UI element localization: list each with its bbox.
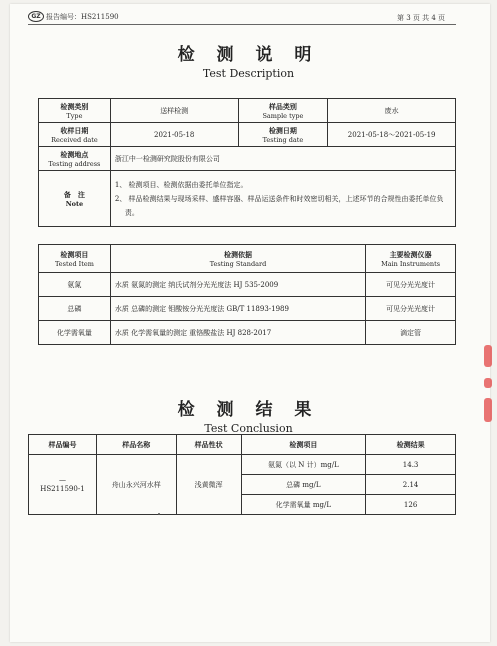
page-info: 第 3 页 共 4 页	[397, 14, 446, 22]
address-value: 浙江中一检测研究院股份有限公司	[110, 147, 455, 171]
seal-stamp-fragment	[484, 345, 492, 367]
note-item-1: 1、 检测项目、检测依据由委托单位指定。	[114, 180, 248, 189]
results-header-item: 检测项目	[241, 435, 366, 455]
method-standard: 水质 总磷的测定 钼酸铵分光光度法 GB/T 11893-1989	[110, 297, 365, 321]
seal-stamp-fragment	[484, 398, 492, 422]
method-instrument: 可见分光光度计	[366, 273, 456, 297]
results-header-sample-name: 样品名称	[96, 435, 176, 455]
conclusion-title-en: Test Conclusion	[204, 422, 293, 435]
method-item: 氨氮	[39, 273, 111, 297]
table-row	[39, 297, 456, 321]
method-standard: 水质 氨氮的测定 纳氏试剂分光光度法 HJ 535-2009	[110, 273, 365, 297]
note-content	[110, 171, 455, 227]
results-header-sample-no: 样品编号	[29, 435, 97, 455]
results-header-sample-property: 样品性状	[176, 435, 241, 455]
sample-property: 浅黄微浑	[176, 455, 241, 515]
table-row	[39, 321, 456, 345]
received-date-label: 收样日期 Received date	[39, 123, 111, 147]
received-date-value: 2021-05-18	[110, 123, 238, 147]
address-label: 检测地点 Testing address	[39, 147, 111, 171]
results-header-result: 检测结果	[366, 435, 456, 455]
methods-header-instrument: 主要检测仪器 Main Instruments	[366, 245, 456, 273]
type-label: 检测类别 Type	[39, 99, 111, 123]
result-value: 14.3	[366, 455, 456, 475]
seal-stamp-fragment	[484, 378, 492, 388]
report-header-left	[28, 11, 119, 22]
sample-type-value: 废水	[328, 99, 456, 123]
result-item: 化学需氧量 mg/L	[241, 495, 366, 515]
type-value: 送样检测	[110, 99, 238, 123]
table-row	[39, 273, 456, 297]
result-item: 氨氮（以 N 计）mg/L	[241, 455, 366, 475]
sample-type-label: 样品类别 Sample type	[238, 99, 328, 123]
sample-mark: —	[58, 476, 66, 484]
method-item: 总磷	[39, 297, 111, 321]
company-logo-icon: GZ	[28, 11, 44, 22]
note-label: 备 注 Note	[39, 171, 111, 227]
report-number: 报告编号：HS211590	[46, 12, 119, 21]
results-table-main	[28, 434, 456, 515]
result-value: 126	[366, 495, 456, 515]
sample-number: HS211590-1	[40, 485, 85, 493]
scan-speck	[158, 513, 160, 515]
description-title-en: Test Description	[202, 67, 295, 80]
method-instrument: 滴定管	[366, 321, 456, 345]
result-item: 总磷 mg/L	[241, 475, 366, 495]
conclusion-title-cn: 检 测 结 果	[177, 400, 320, 420]
sample-name: 舟山永兴河水样	[96, 455, 176, 515]
method-instrument: 可见分光光度计	[366, 297, 456, 321]
description-table	[38, 98, 456, 227]
method-item: 化学需氧量	[39, 321, 111, 345]
testing-date-value: 2021-05-18～2021-05-19	[328, 123, 456, 147]
testing-date-label: 检测日期 Testing date	[238, 123, 328, 147]
methods-table	[38, 244, 456, 345]
header-divider	[28, 24, 456, 25]
table-row	[29, 455, 456, 475]
sample-number-cell	[29, 455, 97, 515]
description-title-cn: 检 测 说 明	[177, 45, 320, 65]
note-item-2: 2、 样品检测结果与现场采样、盛样容器、样品运送条件和时效密切相关，上述环节的合规性由委托单位负责。	[114, 194, 444, 217]
method-standard: 水质 化学需氧量的测定 重铬酸盐法 HJ 828-2017	[110, 321, 365, 345]
result-value: 2.14	[366, 475, 456, 495]
methods-header-item: 检测项目 Tested Item	[39, 245, 111, 273]
methods-header-standard: 检测依据 Testing Standard	[110, 245, 365, 273]
